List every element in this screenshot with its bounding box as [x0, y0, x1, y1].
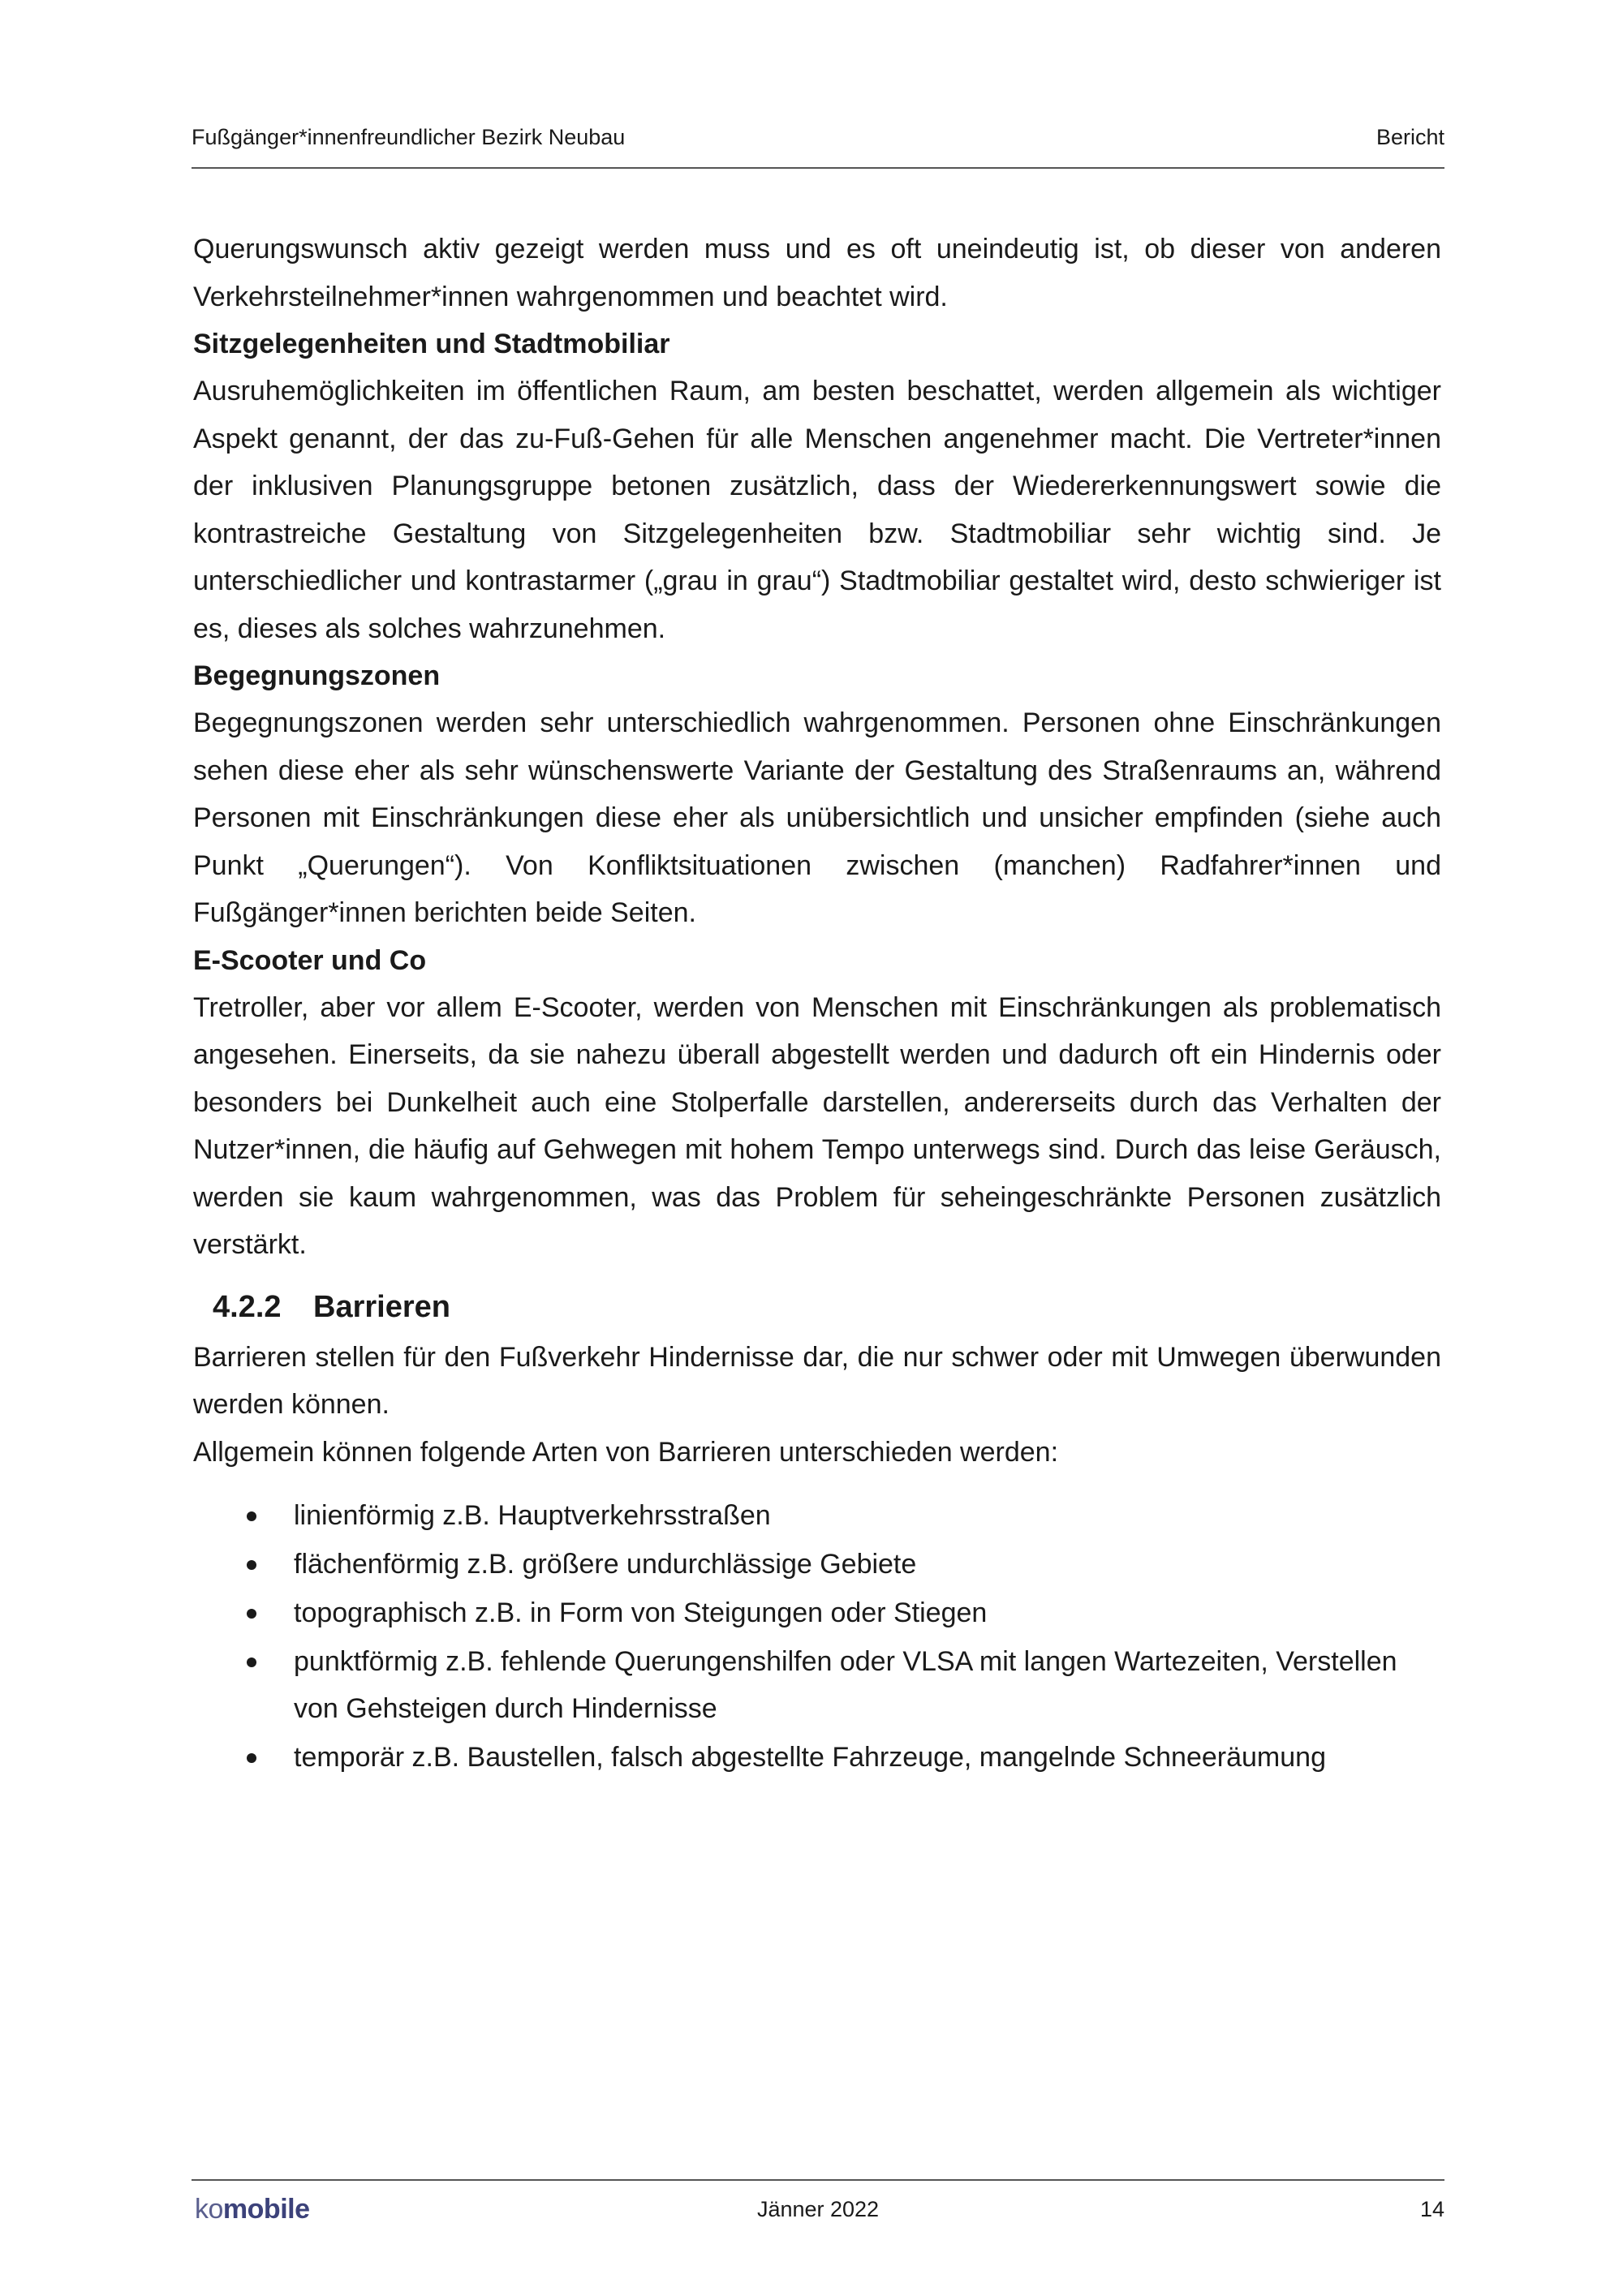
- footer-date: Jänner 2022: [756, 2197, 880, 2221]
- bullet-icon: [247, 1658, 256, 1667]
- bullet-icon: [247, 1511, 256, 1521]
- list-item: temporär z.B. Baustellen, falsch abgestellte Fahrzeuge, mangelnde Schneeräumung: [193, 1734, 1441, 1782]
- komobile-logo: komobile: [195, 2194, 310, 2225]
- header-title: Fußgänger*innenfreundlicher Bezirk Neubau: [192, 125, 626, 149]
- list-item: linienförmig z.B. Hauptverkehrsstraßen: [193, 1492, 1441, 1541]
- bullet-icon: [247, 1609, 256, 1619]
- barrieren-list: [193, 1492, 1441, 1782]
- barrieren-paragraph-2: Allgemein können folgende Arten von Barrieren unterschieden werden:: [193, 1436, 1059, 1468]
- section-heading-barrieren: [193, 1280, 1441, 1334]
- header-doc-type: Bericht: [1375, 125, 1444, 149]
- section-title: Barrieren: [313, 1289, 450, 1324]
- bullet-icon: [247, 1560, 256, 1570]
- page-content: [193, 226, 1441, 1782]
- page-footer: [192, 2179, 1444, 2229]
- list-item: punktförmig z.B. fehlende Querungenshilfen oder VLSA mit langen Wartezeiten, Verstellen von Gehsteigen durch Hindernisse: [193, 1638, 1441, 1734]
- list-item: topographisch z.B. in Form von Steigungen oder Stiegen: [193, 1589, 1441, 1638]
- section-text-sitzgelegenheiten: Ausruhemöglichkeiten im öffentlichen Raum, am besten beschattet, werden allgemein als wichtiger Aspekt genannt, der das zu-Fuß-Gehen für alle Menschen angenehmer macht. Die Vertreter*innen der inklusiven Planungsgruppe betonen zusätzlich, dass der Wiedererkennungswert sowie die kontrastreiche Gestaltung von Sitzgelegenheiten bzw. Stadtmobiliar sehr wichtig sind. Je unterschiedlicher und kontrastarmer („grau in grau“) Stadtmobiliar gestaltet wird, desto schwieriger ist es, dieses als solches wahrzunehmen.: [193, 376, 1441, 644]
- section-text-e-scooter: Tretroller, aber vor allem E-Scooter, werden von Menschen mit Einschränkungen als problematisch angesehen. Einerseits, da sie nahezu überall abgestellt werden und dadurch oft ein Hindernis oder besonders bei Dunkelheit auch eine Stolperfalle darstellen, andererseits durch das Verhalten der Nutzer*innen, die häufig auf Gehwegen mit hohem Tempo unterwegs sind. Durch das leise Geräusch, werden sie kaum wahrgenommen, was das Problem für seheingeschränkte Personen zusätzlich verstärkt.: [193, 991, 1441, 1260]
- section-text-begegnungszonen: Begegnungszonen werden sehr unterschiedlich wahrgenommen. Personen ohne Einschränkungen sehen diese eher als sehr wünschenswerte Variante der Gestaltung des Straßenraums an, während Personen mit Einschränkungen diese eher als unübersichtlich und unsicher empfinden (siehe auch Punkt „Querungen“). Von Konfliktsituationen zwischen (manchen) Radfahrer*innen und Fußgänger*innen berichten beide Seiten.: [193, 707, 1441, 928]
- list-item: flächenförmig z.B. größere undurchlässige Gebiete: [193, 1541, 1441, 1589]
- page-number: 14: [1419, 2197, 1444, 2221]
- page-header: [192, 122, 1444, 169]
- section-heading-sitzgelegenheiten: Sitzgelegenheiten und Stadtmobiliar: [193, 329, 670, 359]
- bullet-icon: [247, 1753, 256, 1763]
- intro-paragraph: Querungswunsch aktiv gezeigt werden muss und es oft uneindeutig ist, ob dieser von anderen Verkehrsteilnehmer*innen wahrgenommen und beachtet wird.: [193, 234, 1441, 312]
- section-heading-e-scooter: E-Scooter und Co: [193, 944, 427, 976]
- section-heading-begegnungszonen: Begegnungszonen: [193, 660, 441, 691]
- barrieren-paragraph-1: Barrieren stellen für den Fußverkehr Hindernisse dar, die nur schwer oder mit Umwegen überwunden werden können.: [193, 1341, 1441, 1420]
- section-number: 4.2.2: [213, 1289, 282, 1324]
